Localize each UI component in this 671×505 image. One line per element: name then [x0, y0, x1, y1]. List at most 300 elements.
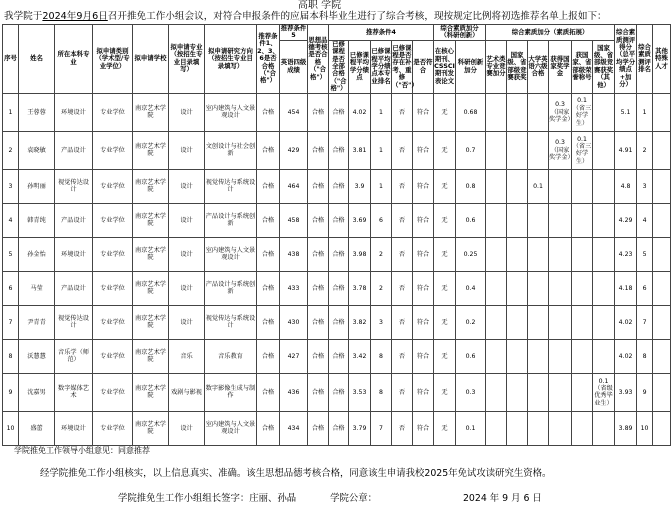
cell-rank: 8: [637, 339, 653, 373]
cell-r1: 无: [434, 169, 456, 203]
header-other: 其他特殊人才: [653, 25, 671, 94]
cell-e2: [507, 411, 528, 445]
cell-dir: 音乐教育: [205, 339, 257, 373]
cell-c123: 合格: [257, 373, 280, 411]
cell-school: 南京艺术学院: [133, 203, 169, 237]
cell-name: 王蓉蓉: [19, 93, 55, 131]
cell-e3: [528, 237, 549, 271]
cell-moral: 合格: [308, 339, 329, 373]
cell-eng: 434: [280, 411, 308, 445]
cell-type: 专业学位: [93, 169, 133, 203]
header-apply-major: 拟申请专业（按招生专业目录填写）: [169, 25, 205, 94]
cell-type: 专业学位: [93, 93, 133, 131]
cell-e2: [507, 373, 528, 411]
cell-e1: [486, 271, 507, 305]
cell-r1: 无: [434, 339, 456, 373]
cell-c123: 合格: [257, 169, 280, 203]
header-major: 所在本科专业: [55, 25, 93, 94]
table-row: [3, 203, 671, 237]
cell-amajor: 设计: [169, 271, 205, 305]
cell-dir: 视觉传达与系统设计: [205, 169, 257, 203]
cell-rank: 9: [637, 373, 653, 411]
cell-amajor: 设计: [169, 237, 205, 271]
table-row: [3, 373, 671, 411]
document-title: 高职 学院: [297, 0, 342, 11]
header-name: 姓名: [19, 25, 55, 94]
cell-e1: [486, 339, 507, 373]
header-e3: 大学英语六级合格: [528, 40, 549, 93]
cell-dir: 室内建筑与人文景观设计: [205, 237, 257, 271]
cell-seq: 5: [3, 237, 19, 271]
cell-ok: 符合: [413, 305, 434, 339]
header-e2: 国家级、省部级竞赛获奖: [507, 40, 528, 93]
table-row: [3, 339, 671, 373]
table-row: [3, 131, 671, 169]
cell-type: 专业学位: [93, 131, 133, 169]
cell-r1: 无: [434, 305, 456, 339]
cell-e2: [507, 131, 528, 169]
cell-rank4: 1: [371, 93, 392, 131]
cell-retake: 否: [392, 411, 413, 445]
cell-gpa: 3.98: [349, 237, 371, 271]
cell-name: 盛蕾: [19, 411, 55, 445]
cell-rank: 1: [637, 93, 653, 131]
cell-r2: 0.68: [456, 93, 486, 131]
cell-amajor: 设计: [169, 131, 205, 169]
cell-ok: 符合: [413, 131, 434, 169]
cell-other: [653, 411, 671, 445]
table-row: [3, 305, 671, 339]
cell-c4a: 合格: [329, 305, 349, 339]
cell-r2: 0.2: [456, 305, 486, 339]
cell-other: [653, 373, 671, 411]
cell-e4: [549, 339, 572, 373]
cell-seq: 6: [3, 271, 19, 305]
cell-e6: [593, 237, 615, 271]
cell-eng: 454: [280, 93, 308, 131]
cell-r2: 0.8: [456, 169, 486, 203]
cell-moral: 合格: [308, 373, 329, 411]
cell-e5: [572, 169, 593, 203]
header-e6: 国家级、省部级竞赛获奖（其他）: [593, 40, 615, 93]
leadership-opinion: 学院推免工作领导小组意见：同意推荐: [14, 446, 150, 455]
cell-c123: 合格: [257, 237, 280, 271]
cell-eng: 427: [280, 339, 308, 373]
cell-r2: 0.3: [456, 373, 486, 411]
cell-e1: [486, 203, 507, 237]
cell-retake: 否: [392, 93, 413, 131]
table-row: [3, 411, 671, 445]
cell-ok: 符合: [413, 373, 434, 411]
cell-e6: [593, 411, 615, 445]
cell-total: 4.02: [615, 305, 637, 339]
cell-e4: 0.3（国家奖学金）: [549, 131, 572, 169]
cell-rank4: 6: [371, 203, 392, 237]
cell-rank: 10: [637, 411, 653, 445]
cell-eng: 430: [280, 305, 308, 339]
cell-total: 4.91: [615, 131, 637, 169]
header-cond123: 推荐条件1、2、3、6是否合格（"合格"）: [257, 25, 280, 94]
cell-seq: 9: [3, 373, 19, 411]
cell-gpa: 3.78: [349, 271, 371, 305]
intro-date: 2024年9月6日: [42, 11, 108, 22]
cell-major: 视觉传达设计: [55, 305, 93, 339]
header-english: 英语四级成绩: [280, 40, 308, 93]
cell-total: 3.89: [615, 411, 637, 445]
cell-e5: [572, 373, 593, 411]
cell-major: 数字媒体艺术: [55, 373, 93, 411]
cell-amajor: 音乐: [169, 339, 205, 373]
cell-e4: [549, 237, 572, 271]
cell-e6: [593, 339, 615, 373]
cell-e6: [593, 305, 615, 339]
header-research-group: 综合素质加分（科研创新）: [434, 25, 486, 41]
cell-school: 南京艺术学院: [133, 93, 169, 131]
cell-retake: 否: [392, 271, 413, 305]
cell-major: 产品设计: [55, 131, 93, 169]
cell-total: 4.23: [615, 237, 637, 271]
cell-e5: 0.1（省三好学生）: [572, 93, 593, 131]
cell-e3: [528, 339, 549, 373]
cell-name: 沃慧慧: [19, 339, 55, 373]
cell-e6: [593, 271, 615, 305]
table-body: [3, 93, 671, 445]
header-apply-type: 拟申请类别（学术型/专业学位）: [93, 25, 133, 94]
cell-type: 专业学位: [93, 373, 133, 411]
cell-c4a: 合格: [329, 169, 349, 203]
cell-r2: 0.4: [456, 271, 486, 305]
cell-total: 4.02: [615, 339, 637, 373]
cell-e3: [528, 373, 549, 411]
cell-e6: [593, 203, 615, 237]
cell-ok: 符合: [413, 339, 434, 373]
cell-eng: 429: [280, 131, 308, 169]
header-e4: 获得国家奖学金: [549, 40, 572, 93]
header-extension-group: 综合素质加分（素质拓展）: [486, 25, 615, 41]
header-r2: 科研创新加分: [456, 40, 486, 93]
header-e1: 艺术类专业竞赛加分: [486, 40, 507, 93]
cell-e4: [549, 373, 572, 411]
intro-prefix: 我学院于: [4, 11, 43, 22]
cell-moral: 合格: [308, 169, 329, 203]
cell-amajor: 设计: [169, 169, 205, 203]
cell-r1: 无: [434, 237, 456, 271]
cell-c123: 合格: [257, 93, 280, 131]
cell-e2: [507, 169, 528, 203]
cell-e5: 0.1（省三好学生）: [572, 131, 593, 169]
header-c4e: 是否符合: [413, 40, 434, 93]
header-row-1: [3, 25, 671, 41]
cell-rank4: 1: [371, 169, 392, 203]
cell-e2: [507, 271, 528, 305]
cell-amajor: 设计: [169, 93, 205, 131]
intro-paragraph: [4, 10, 636, 24]
cell-gpa: 3.9: [349, 169, 371, 203]
header-c4a: 已修课程是否全部合格（"合格"）: [330, 39, 347, 93]
cell-e1: [486, 373, 507, 411]
cell-e1: [486, 131, 507, 169]
cell-total: 4.18: [615, 271, 637, 305]
cell-gpa: 4.02: [349, 93, 371, 131]
table-row: [3, 93, 671, 131]
cell-e4: [549, 203, 572, 237]
cell-r1: 无: [434, 93, 456, 131]
cell-other: [653, 93, 671, 131]
cell-e5: [572, 237, 593, 271]
cell-rank: 5: [637, 237, 653, 271]
cell-rank4: 8: [371, 339, 392, 373]
cell-c123: 合格: [257, 131, 280, 169]
verification-statement: 经学院推免工作小组核实，以上信息真实、准确。该生思想品德考核合格，同意该生申请我校2025年免试攻读研究生资格。: [40, 468, 552, 479]
cell-school: 南京艺术学院: [133, 411, 169, 445]
cell-e3: [528, 93, 549, 131]
cell-retake: 否: [392, 203, 413, 237]
cell-name: 袁晓敏: [19, 131, 55, 169]
cell-major: 环境设计: [55, 93, 93, 131]
cell-e6: [593, 93, 615, 131]
cell-retake: 否: [392, 237, 413, 271]
cell-amajor: 设计: [169, 411, 205, 445]
cell-other: [653, 203, 671, 237]
cell-type: 专业学位: [93, 305, 133, 339]
cell-other: [653, 237, 671, 271]
cell-r1: 无: [434, 411, 456, 445]
header-moral: 思想品德考核是否合格（"合格"）: [308, 25, 329, 94]
cell-e4: [549, 305, 572, 339]
cell-e2: [507, 305, 528, 339]
cell-major: 产品设计: [55, 203, 93, 237]
cell-dir: 视觉传达与系统设计: [205, 305, 257, 339]
cell-dir: 室内建筑与人文景观设计: [205, 411, 257, 445]
cell-amajor: 戏剧与影视: [169, 373, 205, 411]
cell-major: 音乐学（师范）: [55, 339, 93, 373]
cell-name: 孙金怡: [19, 237, 55, 271]
cell-name: 沈嘉男: [19, 373, 55, 411]
cell-gpa: 3.82: [349, 305, 371, 339]
cell-name: 尹青青: [19, 305, 55, 339]
cell-rank4: 3: [371, 305, 392, 339]
cell-e5: [572, 203, 593, 237]
cell-rank: 3: [637, 169, 653, 203]
cell-ok: 符合: [413, 271, 434, 305]
cell-major: 环境设计: [55, 237, 93, 271]
cell-retake: 否: [392, 339, 413, 373]
cell-e3: [528, 305, 549, 339]
cell-rank: 4: [637, 203, 653, 237]
cell-other: [653, 131, 671, 169]
cell-c123: 合格: [257, 305, 280, 339]
header-cond5-group: 推荐条件5: [280, 24, 307, 40]
cell-e4: [549, 169, 572, 203]
cell-c123: 合格: [257, 339, 280, 373]
cell-rank4: 1: [371, 131, 392, 169]
cell-c4a: 合格: [329, 411, 349, 445]
cell-e2: [507, 339, 528, 373]
intro-suffix: 召开推免工作小组会议，对符合申报条件的应届本科毕业生进行了综合考核，现按规定比例将初选推荐名单上报如下：: [107, 11, 607, 22]
cell-gpa: 3.81: [349, 131, 371, 169]
cell-seq: 10: [3, 411, 19, 445]
header-c4c: 已修课程平均学分绩点本专业排名: [371, 40, 392, 93]
cell-c4a: 合格: [329, 339, 349, 373]
cell-e3: 0.1: [528, 169, 549, 203]
cell-school: 南京艺术学院: [133, 131, 169, 169]
recommendation-table: [2, 24, 671, 446]
cell-eng: 464: [280, 169, 308, 203]
cell-e1: [486, 237, 507, 271]
cell-type: 专业学位: [93, 339, 133, 373]
cell-r1: 无: [434, 131, 456, 169]
cell-rank4: 2: [371, 237, 392, 271]
cell-major: 视觉传达设计: [55, 169, 93, 203]
cell-type: 专业学位: [93, 411, 133, 445]
cell-c4a: 合格: [329, 271, 349, 305]
cell-moral: 合格: [308, 305, 329, 339]
table-row: [3, 237, 671, 271]
header-apply-school: 拟申请学校: [133, 25, 169, 94]
cell-dir: 文创设计与社会创新: [205, 131, 257, 169]
cell-eng: 436: [280, 373, 308, 411]
cell-eng: 433: [280, 271, 308, 305]
cell-seq: 3: [3, 169, 19, 203]
cell-e3: [528, 271, 549, 305]
cell-gpa: 3.79: [349, 411, 371, 445]
header-apply-direction: 拟申请研究方向（按招生专业目录填写）: [205, 25, 257, 94]
cell-c4a: 合格: [329, 373, 349, 411]
cell-r2: 0.6: [456, 339, 486, 373]
cell-retake: 否: [392, 373, 413, 411]
cell-e5: [572, 305, 593, 339]
cell-e6: [593, 131, 615, 169]
cell-r2: 0.25: [456, 237, 486, 271]
cell-e3: [528, 131, 549, 169]
cell-moral: 合格: [308, 131, 329, 169]
cell-rank: 2: [637, 131, 653, 169]
header-total: 综合素质测评得分（总平均学分绩点+加分）: [615, 25, 637, 94]
cell-retake: 否: [392, 169, 413, 203]
header-c4b: 已修课程平均学分绩点: [349, 40, 371, 93]
cell-school: 南京艺术学院: [133, 305, 169, 339]
cell-moral: 合格: [308, 203, 329, 237]
cell-r1: 无: [434, 203, 456, 237]
leader-signature: 学院推免生工作小组组长签字：庄丽、孙晶: [118, 493, 297, 504]
cell-retake: 否: [392, 131, 413, 169]
cell-r2: 0.7: [456, 131, 486, 169]
cell-e6: [593, 169, 615, 203]
cell-name: 韩青纯: [19, 203, 55, 237]
cell-e6: 0.1（省级优秀毕业生）: [593, 373, 615, 411]
sign-date: 2024 年 9 月 6 日: [462, 493, 542, 504]
cell-e5: [572, 271, 593, 305]
cell-gpa: 3.69: [349, 203, 371, 237]
cell-e1: [486, 169, 507, 203]
cell-r1: 无: [434, 373, 456, 411]
header-rank: 综合素质测评排名: [637, 25, 653, 94]
table-row: [3, 271, 671, 305]
cell-moral: 合格: [308, 411, 329, 445]
cell-e4: [549, 271, 572, 305]
cell-school: 南京艺术学院: [133, 271, 169, 305]
cell-eng: 438: [280, 237, 308, 271]
cell-e2: [507, 93, 528, 131]
cell-e1: [486, 305, 507, 339]
cell-ok: 符合: [413, 169, 434, 203]
cell-amajor: 设计: [169, 203, 205, 237]
cell-rank4: 8: [371, 373, 392, 411]
cell-e1: [486, 411, 507, 445]
cell-c123: 合格: [257, 271, 280, 305]
cell-e2: [507, 203, 528, 237]
cell-c123: 合格: [257, 411, 280, 445]
stamp-label: 学院公章：: [330, 493, 377, 504]
cell-rank4: 7: [371, 411, 392, 445]
header-cond4-group: 推荐条件4: [329, 25, 434, 41]
table-row: [3, 169, 671, 203]
cell-moral: 合格: [308, 93, 329, 131]
header-c4d: 已修课程是否存在补考、重修（"否"）: [392, 40, 413, 93]
cell-total: 5.1: [615, 93, 637, 131]
cell-ok: 符合: [413, 203, 434, 237]
cell-eng: 458: [280, 203, 308, 237]
cell-major: 产品设计: [55, 271, 93, 305]
cell-c123: 合格: [257, 203, 280, 237]
cell-other: [653, 339, 671, 373]
cell-school: 南京艺术学院: [133, 373, 169, 411]
cell-e4: [549, 411, 572, 445]
cell-c4a: 合格: [329, 237, 349, 271]
cell-dir: 产品设计与系统创新: [205, 203, 257, 237]
cell-retake: 否: [392, 305, 413, 339]
cell-e1: [486, 93, 507, 131]
cell-gpa: 3.42: [349, 339, 371, 373]
cell-gpa: 3.53: [349, 373, 371, 411]
cell-seq: 2: [3, 131, 19, 169]
cell-seq: 1: [3, 93, 19, 131]
cell-dir: 室内建筑与人文景观设计: [205, 93, 257, 131]
cell-total: 4.8: [615, 169, 637, 203]
cell-seq: 8: [3, 339, 19, 373]
cell-total: 4.29: [615, 203, 637, 237]
cell-school: 南京艺术学院: [133, 339, 169, 373]
cell-school: 南京艺术学院: [133, 169, 169, 203]
cell-e4: 0.3（国家奖学金）: [549, 93, 572, 131]
header-r1: 在核心期刊、CSSCI期刊发表论文: [434, 40, 456, 93]
cell-total: 3.93: [615, 373, 637, 411]
cell-ok: 符合: [413, 237, 434, 271]
cell-dir: 数字影像生成与制作: [205, 373, 257, 411]
cell-ok: 符合: [413, 411, 434, 445]
cell-r2: 0.6: [456, 203, 486, 237]
cell-name: 孙明丽: [19, 169, 55, 203]
signature-row: [118, 490, 542, 504]
cell-moral: 合格: [308, 237, 329, 271]
cell-ok: 符合: [413, 93, 434, 131]
cell-rank4: 2: [371, 271, 392, 305]
header-e5: 获国家、省部级荣誉称号: [572, 40, 593, 93]
cell-amajor: 设计: [169, 305, 205, 339]
cell-c4a: 合格: [329, 203, 349, 237]
cell-e2: [507, 237, 528, 271]
cell-r1: 无: [434, 271, 456, 305]
cell-seq: 4: [3, 203, 19, 237]
cell-r2: 0.1: [456, 411, 486, 445]
cell-type: 专业学位: [93, 203, 133, 237]
cell-seq: 7: [3, 305, 19, 339]
cell-e5: [572, 411, 593, 445]
cell-moral: 合格: [308, 271, 329, 305]
cell-rank: 6: [637, 271, 653, 305]
cell-other: [653, 271, 671, 305]
cell-major: 环境设计: [55, 411, 93, 445]
